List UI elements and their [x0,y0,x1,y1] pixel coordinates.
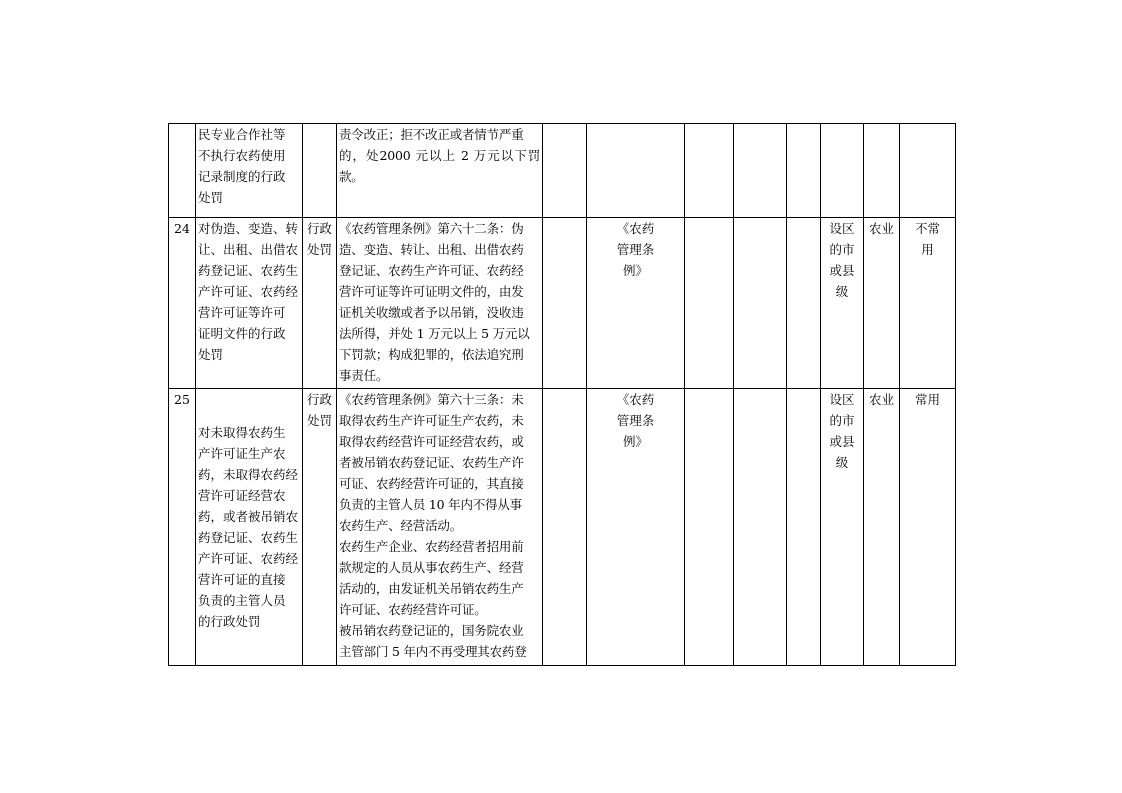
empty-cell [543,124,587,218]
legal-basis: 《农药管理条例》第六十三条：未 取得农药生产许可证生产农药，未 取得农药经营许可证经营农药，或 者被吊销农药登记证、农药生产许 可证、农药经营许可证的，其直接 负责的主管人员 10 年内不得从事 农药生产、经营活动。 农药生产企业、农药经营者招用前 款规定的人员从事农药生产、经营 活动的，由发证机关吊销农药生产 许可证、农药经营许可证。 被吊销农药登记证的，国务院农业 主管部门 5 年内不再受理其农药登 [337,389,543,666]
department: 农业 [864,218,900,389]
authority-list-table [168,123,956,666]
legal-basis: 责令改正；拒不改正或者情节严重 的，处2000 元以上 2 万元以下罚款。 [337,124,543,218]
item-category [303,124,337,218]
department [864,124,900,218]
empty-cell [787,218,821,389]
empty-cell [543,389,587,666]
empty-cell [543,218,587,389]
item-category: 行政 处罚 [303,389,337,666]
empty-cell [685,124,734,218]
table-row [169,218,956,389]
row-number: 24 [169,218,196,389]
empty-cell [787,389,821,666]
empty-cell [734,124,787,218]
table-row [169,124,956,218]
usage-frequency: 常用 [900,389,956,666]
item-category: 行政 处罚 [303,218,337,389]
table-row [169,389,956,666]
empty-cell [734,218,787,389]
usage-frequency: 不常 用 [900,218,956,389]
enforcement-level [821,124,864,218]
item-name: 对伪造、变造、转 让、出租、出借农 药登记证、农药生 产许可证、农药经 营许可证等许可 证明文件的行政 处罚 [196,218,303,389]
row-number: 25 [169,389,196,666]
reference-regulation: 《农药 管理条 例》 [587,218,685,389]
legal-basis: 《农药管理条例》第六十二条：伪 造、变造、转让、出租、出借农药 登记证、农药生产许可证、农药经 营许可证等许可证明文件的，由发 证机关收缴或者予以吊销，没收违 法所得，并处 1 万元以上 5 万元以 下罚款；构成犯罪的，依法追究刑 事责任。 [337,218,543,389]
usage-frequency [900,124,956,218]
enforcement-level: 设区 的市 或县 级 [821,389,864,666]
enforcement-level: 设区 的市 或县 级 [821,218,864,389]
row-number [169,124,196,218]
item-name: 民专业合作社等 不执行农药使用 记录制度的行政 处罚 [196,124,303,218]
empty-cell [685,218,734,389]
reference-regulation [587,124,685,218]
empty-cell [787,124,821,218]
department: 农业 [864,389,900,666]
empty-cell [734,389,787,666]
empty-cell [685,389,734,666]
item-name: 对未取得农药生 产许可证生产农 药，未取得农药经 营许可证经营农 药，或者被吊销农 药登记证、农药生 产许可证、农药经 营许可证的直接 负责的主管人员 的行政处罚 [196,389,303,666]
reference-regulation: 《农药 管理条 例》 [587,389,685,666]
